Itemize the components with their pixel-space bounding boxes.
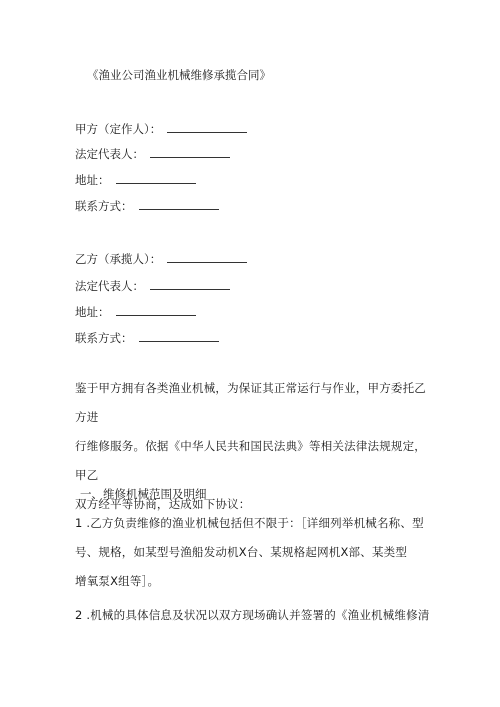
- contract-title: 《渔业公司渔业机械维修承揽合同》: [87, 68, 271, 82]
- clause-line: 增氧泵X组等］。: [75, 574, 160, 588]
- party-b-rep-row: [75, 278, 230, 294]
- clause-line: 1 .乙方负责维修的渔业机械包括但不限于：［详细列举机械名称、型: [75, 516, 424, 530]
- party-b-blank[interactable]: [167, 252, 247, 263]
- party-a-address-label: 地址：: [75, 173, 110, 187]
- party-a-rep-label: 法定代表人：: [75, 147, 144, 161]
- party-b-row: [75, 251, 247, 267]
- party-a-contact-blank[interactable]: [139, 199, 219, 210]
- party-a-contact-label: 联系方式：: [75, 199, 133, 213]
- party-a-contact-row: [75, 198, 219, 214]
- party-b-address-blank[interactable]: [116, 305, 196, 316]
- clause-1: [75, 509, 435, 596]
- party-a-rep-row: [75, 146, 230, 162]
- party-b-contact-label: 联系方式：: [75, 331, 133, 345]
- party-a-row: [75, 121, 247, 137]
- preamble-line: 鉴于甲方拥有各类渔业机械，为保证其正常运行与作业，甲方委托乙方进: [75, 381, 426, 424]
- preamble-line: 双方经平等协商，达成如下协议：: [75, 497, 251, 511]
- clause-line: 号、规格，如某型号渔船发动机X台、某规格起网机X部、某类型: [75, 545, 408, 559]
- party-b-contact-blank[interactable]: [139, 331, 219, 342]
- party-b-rep-label: 法定代表人：: [75, 279, 144, 293]
- party-a-blank[interactable]: [167, 122, 247, 133]
- party-b-address-label: 地址：: [75, 305, 110, 319]
- party-b-rep-blank[interactable]: [150, 279, 230, 290]
- clause-2: [75, 601, 435, 630]
- party-b-contact-row: [75, 330, 219, 346]
- party-a-address-blank[interactable]: [116, 173, 196, 184]
- party-a-label: 甲方（定作人）：: [75, 122, 162, 136]
- party-a-address-row: [75, 172, 196, 188]
- section-heading: 一、维修机械范围及明细: [80, 487, 207, 501]
- preamble-line: 行维修服务。依据《中华人民共和国民法典》等相关法律法规规定，甲乙: [75, 439, 426, 482]
- clause-line: 2 .机械的具体信息及状况以双方现场确认并签署的《渔业机械维修清: [75, 608, 430, 622]
- party-a-rep-blank[interactable]: [150, 147, 230, 158]
- party-b-label: 乙方（承揽人）：: [75, 252, 162, 266]
- party-b-address-row: [75, 304, 196, 320]
